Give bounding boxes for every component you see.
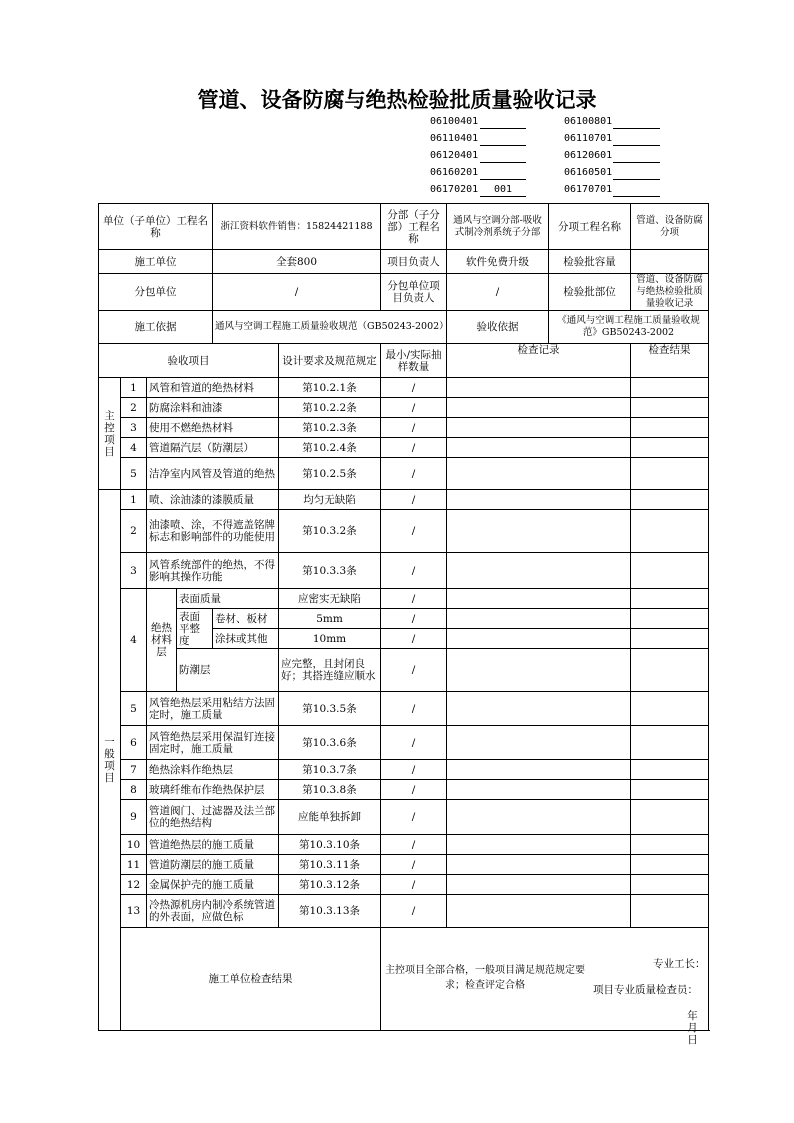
item-spec: 第10.3.3条 [279, 553, 381, 589]
contractor-value: 全套800 [213, 250, 381, 274]
code-left: 06100401 [430, 116, 479, 127]
code-underline [480, 196, 526, 197]
item-spec: 第10.3.8条 [279, 780, 381, 800]
item-spec: 第10.3.11条 [279, 855, 381, 875]
sub-item-value: 管道、设备防腐分项 [631, 204, 709, 250]
item-record [447, 398, 631, 418]
code-left: 06110401 [430, 133, 479, 144]
item-name: 风管系统部件的绝热，不得影响其操作功能 [147, 553, 279, 589]
col-item: 验收项目 [99, 344, 279, 378]
division-value: 通风与空调分部-吸收式制冷剂系统子分部 [447, 204, 549, 250]
item-result [631, 855, 709, 875]
subcontractor-label: 分包单位 [99, 274, 213, 311]
code-row [430, 116, 670, 133]
inspection-table [98, 203, 709, 1046]
insulation-group: 绝热材料层 [147, 589, 177, 692]
item-sample: / [381, 629, 447, 649]
basis-value: 通风与空调工程施工质量验收规范（GB50243-2002） [213, 311, 447, 344]
col-spec: 设计要求及规范规定 [279, 344, 381, 378]
code-list [430, 116, 670, 201]
location-label: 检验批部位 [549, 274, 631, 311]
item-result [631, 589, 709, 609]
subcontractor-value: / [213, 274, 381, 311]
item-no: 5 [121, 692, 147, 726]
item-spec: 第10.2.5条 [279, 458, 381, 490]
item-record [447, 378, 631, 398]
location-value: 管道、设备防腐与绝热检验批质量验收记录 [631, 274, 709, 311]
item-sample: / [381, 418, 447, 438]
paint-spec: 10mm [279, 629, 381, 649]
item-no: 2 [121, 398, 147, 418]
code-row [430, 167, 670, 184]
item-sample: / [381, 855, 447, 875]
item-record [447, 760, 631, 780]
item-no: 1 [121, 378, 147, 398]
item-sample: / [381, 760, 447, 780]
item-result [631, 418, 709, 438]
item-no: 3 [121, 418, 147, 438]
item-name: 使用不燃绝热材料 [147, 418, 279, 438]
item-no: 7 [121, 760, 147, 780]
flatness-label: 表面平整度 [177, 609, 213, 649]
board-spec: 5mm [279, 609, 381, 629]
item-sample: / [381, 800, 447, 835]
item-record [447, 692, 631, 726]
pm-value: 软件免费升级 [447, 250, 549, 274]
code-row [430, 184, 670, 201]
code-underline [613, 179, 660, 180]
item-record [447, 649, 631, 692]
item-record [447, 726, 631, 760]
division-label: 分部（子分部）工程名称 [381, 204, 447, 250]
sub-pm-value: / [447, 274, 549, 311]
item-sample: / [381, 609, 447, 629]
item-name: 风管和管道的绝热材料 [147, 378, 279, 398]
item-result [631, 726, 709, 760]
code-underline [613, 128, 660, 129]
item-name: 管道隔汽层（防潮层） [147, 438, 279, 458]
foreman-label: 专业工长： [653, 958, 706, 970]
item-no: 11 [121, 855, 147, 875]
unit-label: 单位（子单位）工程名称 [99, 204, 213, 250]
item-result [631, 398, 709, 418]
item-sample: / [381, 726, 447, 760]
item-sample: / [381, 589, 447, 609]
item-name: 风管绝热层采用保温钉连接固定时，施工质量 [147, 726, 279, 760]
footer-result-text: 主控项目全部合格，一般项目满足规范规定要求；检查评定合格 [385, 965, 585, 991]
item-record [447, 458, 631, 490]
item-sample: / [381, 490, 447, 510]
item-record [447, 438, 631, 458]
item-record [447, 800, 631, 835]
item-name: 风管绝热层采用粘结方法固定时，施工质量 [147, 692, 279, 726]
code-right: 06160501 [564, 167, 613, 178]
item-spec: 第10.3.7条 [279, 760, 381, 780]
item-record [447, 780, 631, 800]
item-spec: 第10.3.12条 [279, 875, 381, 895]
item-spec: 第10.2.3条 [279, 418, 381, 438]
item-name: 喷、涂油漆的漆膜质量 [147, 490, 279, 510]
item-spec: 均匀无缺陷 [279, 490, 381, 510]
item-spec: 第10.3.10条 [279, 835, 381, 855]
item-record [447, 895, 631, 928]
sub-item-label: 分项工程名称 [549, 204, 631, 250]
item-name: 管道绝热层的施工质量 [147, 835, 279, 855]
inspector-label: 项目专业质量检查员： [593, 984, 698, 996]
main-control-label: 主控项目 [99, 378, 121, 490]
item-name: 冷热源机房内制冷系统管道的外表面，应做色标 [147, 895, 279, 928]
code-underline [613, 196, 660, 197]
code-left: 06120401 [430, 150, 479, 161]
date-label: 年 月 日 [687, 1010, 709, 1046]
item-result [631, 875, 709, 895]
code-underline [480, 179, 526, 180]
code-row [430, 133, 670, 150]
item-sample: / [381, 780, 447, 800]
item-name: 防腐涂料和油漆 [147, 398, 279, 418]
item-record [447, 589, 631, 609]
item-no: 5 [121, 458, 147, 490]
item-spec: 第10.3.13条 [279, 895, 381, 928]
item-no: 1 [121, 490, 147, 510]
item-sample: / [381, 510, 447, 553]
item-name: 绝热涂料作绝热层 [147, 760, 279, 780]
item-no: 4 [121, 438, 147, 458]
item-record [447, 629, 631, 649]
paint-label: 涂抹或其他 [213, 629, 279, 649]
item-result [631, 895, 709, 928]
item-no: 6 [121, 726, 147, 760]
item-no: 13 [121, 895, 147, 928]
item-spec: 第10.3.5条 [279, 692, 381, 726]
item-result [631, 553, 709, 589]
code-underline [613, 162, 660, 163]
item-result [631, 692, 709, 726]
code-underline [480, 162, 526, 163]
item-spec: 第10.3.6条 [279, 726, 381, 760]
item-name: 洁净室内风管及管道的绝热 [147, 458, 279, 490]
item-record [447, 835, 631, 855]
col-sample: 最小/实际抽样数量 [381, 344, 447, 378]
col-record: 检查记录 [447, 344, 631, 378]
moisture-label: 防潮层 [177, 649, 279, 692]
item-sample: / [381, 692, 447, 726]
item-no: 10 [121, 835, 147, 855]
item-result [631, 760, 709, 780]
capacity-label: 检验批容量 [549, 250, 631, 274]
item-name: 管道防潮层的施工质量 [147, 855, 279, 875]
footer-signature-cell [381, 928, 709, 1046]
item-sample: / [381, 553, 447, 589]
item-spec: 应能单独拆卸 [279, 800, 381, 835]
code-underline [480, 128, 526, 129]
sub-pm-label: 分包单位项目负责人 [381, 274, 447, 311]
item-result [631, 780, 709, 800]
code-right: 06120601 [564, 150, 613, 161]
surface-quality-label: 表面质量 [177, 589, 279, 609]
item-sample: / [381, 398, 447, 418]
item-name: 玻璃纤维布作绝热保护层 [147, 780, 279, 800]
item-spec: 第10.2.1条 [279, 378, 381, 398]
item-record [447, 490, 631, 510]
code-value: 001 [494, 184, 513, 195]
acceptance-basis-value: 《通风与空调工程施工质量验收规范》GB50243-2002 [549, 311, 709, 344]
item-sample: / [381, 378, 447, 398]
code-right: 06170701 [564, 184, 613, 195]
item-no: 2 [121, 510, 147, 553]
item-result [631, 629, 709, 649]
item-record [447, 855, 631, 875]
item-sample: / [381, 458, 447, 490]
item-sample: / [381, 649, 447, 692]
code-underline [613, 145, 660, 146]
item-result [631, 510, 709, 553]
item-result [631, 438, 709, 458]
item-result [631, 800, 709, 835]
code-underline [480, 145, 526, 146]
pm-label: 项目负责人 [381, 250, 447, 274]
item-sample: / [381, 895, 447, 928]
capacity-value [631, 250, 709, 274]
item-record [447, 609, 631, 629]
item-name: 管道阀门、过滤器及法兰部位的绝热结构 [147, 800, 279, 835]
item-record [447, 553, 631, 589]
col-result: 检查结果 [631, 344, 709, 378]
acceptance-basis-label: 验收依据 [447, 311, 549, 344]
item-no: 8 [121, 780, 147, 800]
item-record [447, 510, 631, 553]
code-left: 06160201 [430, 167, 479, 178]
code-right: 06100801 [564, 116, 613, 127]
item-result [631, 609, 709, 629]
surface-quality-spec: 应密实无缺陷 [279, 589, 381, 609]
item-spec: 第10.2.2条 [279, 398, 381, 418]
item-no: 12 [121, 875, 147, 895]
item-no: 9 [121, 800, 147, 835]
item-result [631, 649, 709, 692]
code-left: 06170201 [430, 184, 479, 195]
item-sample: / [381, 438, 447, 458]
item-result [631, 835, 709, 855]
page-title: 管道、设备防腐与绝热检验批质量验收记录 [197, 88, 597, 112]
item-no: 4 [121, 589, 147, 692]
contractor-label: 施工单位 [99, 250, 213, 274]
item-no: 3 [121, 553, 147, 589]
item-result [631, 490, 709, 510]
item-result [631, 378, 709, 398]
footer-unit-label: 施工单位检查结果 [121, 928, 381, 1031]
basis-label: 施工依据 [99, 311, 213, 344]
unit-value: 浙江资料软件销售：15824421188 [213, 204, 381, 250]
code-row [430, 150, 670, 167]
item-sample: / [381, 875, 447, 895]
item-spec: 第10.3.2条 [279, 510, 381, 553]
item-record [447, 875, 631, 895]
item-sample: / [381, 835, 447, 855]
item-name: 金属保护壳的施工质量 [147, 875, 279, 895]
item-spec: 第10.2.4条 [279, 438, 381, 458]
moisture-spec: 应完整，且封闭良好；其搭连缝应顺水 [279, 649, 381, 692]
item-result [631, 458, 709, 490]
general-label: 一般项目 [99, 490, 121, 1031]
item-name: 油漆喷、涂，不得遮盖铭牌标志和影响部件的功能使用 [147, 510, 279, 553]
item-record [447, 418, 631, 438]
board-label: 卷材、板材 [213, 609, 279, 629]
code-right: 06110701 [564, 133, 613, 144]
